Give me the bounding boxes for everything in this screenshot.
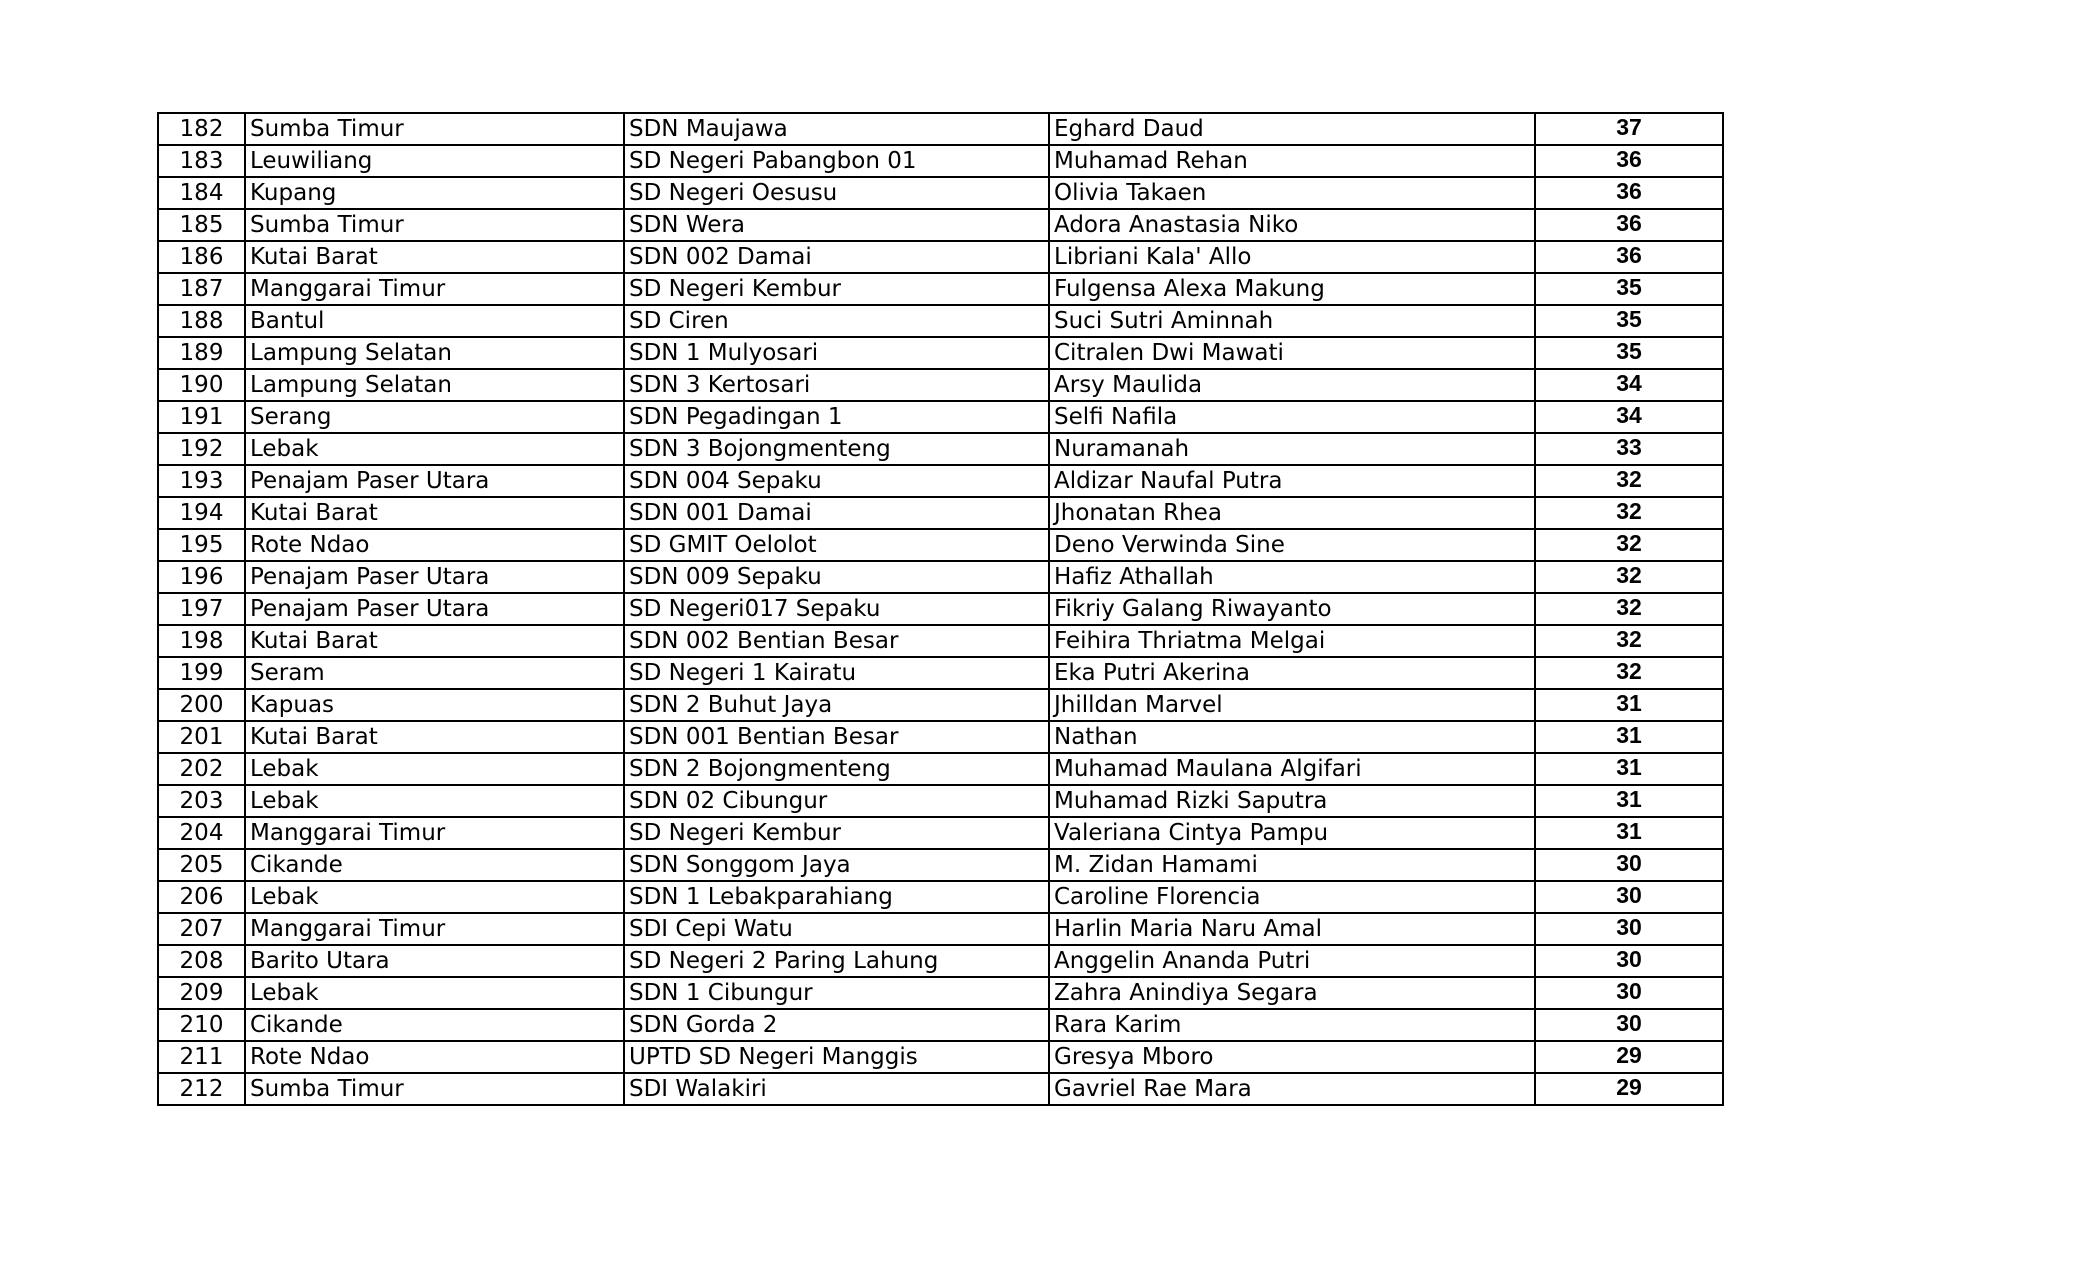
table-row bbox=[158, 657, 1723, 689]
table-row bbox=[158, 913, 1723, 945]
student-name-cell: Selfi Nafila bbox=[1049, 401, 1535, 433]
region-cell: Lampung Selatan bbox=[245, 337, 624, 369]
region-cell: Sumba Timur bbox=[245, 1073, 624, 1105]
school-cell: SD Negeri 1 Kairatu bbox=[624, 657, 1049, 689]
student-name-cell: M. Zidan Hamami bbox=[1049, 849, 1535, 881]
region-cell: Bantul bbox=[245, 305, 624, 337]
region-cell: Manggarai Timur bbox=[245, 273, 624, 305]
school-cell: SD Negeri Kembur bbox=[624, 273, 1049, 305]
region-cell: Kupang bbox=[245, 177, 624, 209]
region-cell: Kutai Barat bbox=[245, 625, 624, 657]
row-number-cell: 184 bbox=[158, 177, 245, 209]
row-number-cell: 211 bbox=[158, 1041, 245, 1073]
score-cell: 31 bbox=[1535, 817, 1723, 849]
region-cell: Kutai Barat bbox=[245, 721, 624, 753]
region-cell: Lebak bbox=[245, 785, 624, 817]
results-table bbox=[157, 112, 1724, 1106]
school-cell: SDN 1 Mulyosari bbox=[624, 337, 1049, 369]
student-name-cell: Muhamad Rizki Saputra bbox=[1049, 785, 1535, 817]
student-name-cell: Olivia Takaen bbox=[1049, 177, 1535, 209]
student-name-cell: Anggelin Ananda Putri bbox=[1049, 945, 1535, 977]
row-number-cell: 192 bbox=[158, 433, 245, 465]
score-cell: 30 bbox=[1535, 1009, 1723, 1041]
row-number-cell: 198 bbox=[158, 625, 245, 657]
table-row bbox=[158, 241, 1723, 273]
row-number-cell: 189 bbox=[158, 337, 245, 369]
score-cell: 36 bbox=[1535, 177, 1723, 209]
table-row bbox=[158, 369, 1723, 401]
region-cell: Cikande bbox=[245, 849, 624, 881]
school-cell: SD GMIT Oelolot bbox=[624, 529, 1049, 561]
region-cell: Lampung Selatan bbox=[245, 369, 624, 401]
row-number-cell: 201 bbox=[158, 721, 245, 753]
student-name-cell: Fikriy Galang Riwayanto bbox=[1049, 593, 1535, 625]
region-cell: Barito Utara bbox=[245, 945, 624, 977]
school-cell: SDN 3 Bojongmenteng bbox=[624, 433, 1049, 465]
school-cell: SDN 002 Damai bbox=[624, 241, 1049, 273]
region-cell: Manggarai Timur bbox=[245, 817, 624, 849]
school-cell: SDN 009 Sepaku bbox=[624, 561, 1049, 593]
school-cell: SDI Walakiri bbox=[624, 1073, 1049, 1105]
region-cell: Lebak bbox=[245, 881, 624, 913]
table-row bbox=[158, 209, 1723, 241]
region-cell: Rote Ndao bbox=[245, 529, 624, 561]
student-name-cell: Gavriel Rae Mara bbox=[1049, 1073, 1535, 1105]
region-cell: Penajam Paser Utara bbox=[245, 561, 624, 593]
table-row bbox=[158, 945, 1723, 977]
row-number-cell: 197 bbox=[158, 593, 245, 625]
score-cell: 32 bbox=[1535, 625, 1723, 657]
school-cell: SDN Pegadingan 1 bbox=[624, 401, 1049, 433]
region-cell: Lebak bbox=[245, 977, 624, 1009]
region-cell: Kutai Barat bbox=[245, 497, 624, 529]
student-name-cell: Jhilldan Marvel bbox=[1049, 689, 1535, 721]
school-cell: SDN 002 Bentian Besar bbox=[624, 625, 1049, 657]
region-cell: Lebak bbox=[245, 433, 624, 465]
table-row bbox=[158, 337, 1723, 369]
score-cell: 30 bbox=[1535, 913, 1723, 945]
school-cell: SDN 02 Cibungur bbox=[624, 785, 1049, 817]
row-number-cell: 210 bbox=[158, 1009, 245, 1041]
table-body bbox=[158, 113, 1723, 1105]
region-cell: Cikande bbox=[245, 1009, 624, 1041]
row-number-cell: 183 bbox=[158, 145, 245, 177]
table-row bbox=[158, 593, 1723, 625]
score-cell: 30 bbox=[1535, 977, 1723, 1009]
student-name-cell: Rara Karim bbox=[1049, 1009, 1535, 1041]
school-cell: SDN Wera bbox=[624, 209, 1049, 241]
row-number-cell: 202 bbox=[158, 753, 245, 785]
table-row bbox=[158, 497, 1723, 529]
row-number-cell: 204 bbox=[158, 817, 245, 849]
region-cell: Penajam Paser Utara bbox=[245, 465, 624, 497]
school-cell: SDN 004 Sepaku bbox=[624, 465, 1049, 497]
score-cell: 29 bbox=[1535, 1041, 1723, 1073]
score-cell: 30 bbox=[1535, 945, 1723, 977]
school-cell: SDI Cepi Watu bbox=[624, 913, 1049, 945]
score-cell: 36 bbox=[1535, 209, 1723, 241]
score-cell: 32 bbox=[1535, 561, 1723, 593]
score-cell: 36 bbox=[1535, 241, 1723, 273]
row-number-cell: 193 bbox=[158, 465, 245, 497]
student-name-cell: Valeriana Cintya Pampu bbox=[1049, 817, 1535, 849]
student-name-cell: Suci Sutri Aminnah bbox=[1049, 305, 1535, 337]
student-name-cell: Arsy Maulida bbox=[1049, 369, 1535, 401]
row-number-cell: 209 bbox=[158, 977, 245, 1009]
table-row bbox=[158, 721, 1723, 753]
student-name-cell: Eghard Daud bbox=[1049, 113, 1535, 145]
school-cell: SDN 3 Kertosari bbox=[624, 369, 1049, 401]
region-cell: Lebak bbox=[245, 753, 624, 785]
school-cell: SDN Gorda 2 bbox=[624, 1009, 1049, 1041]
row-number-cell: 207 bbox=[158, 913, 245, 945]
table-row bbox=[158, 689, 1723, 721]
student-name-cell: Zahra Anindiya Segara bbox=[1049, 977, 1535, 1009]
score-cell: 35 bbox=[1535, 273, 1723, 305]
score-cell: 34 bbox=[1535, 401, 1723, 433]
school-cell: SD Negeri Pabangbon 01 bbox=[624, 145, 1049, 177]
region-cell: Kutai Barat bbox=[245, 241, 624, 273]
score-cell: 32 bbox=[1535, 657, 1723, 689]
score-cell: 32 bbox=[1535, 465, 1723, 497]
row-number-cell: 191 bbox=[158, 401, 245, 433]
school-cell: SDN 1 Lebakparahiang bbox=[624, 881, 1049, 913]
table-row bbox=[158, 1073, 1723, 1105]
score-cell: 32 bbox=[1535, 497, 1723, 529]
school-cell: SDN 1 Cibungur bbox=[624, 977, 1049, 1009]
school-cell: SDN 2 Bojongmenteng bbox=[624, 753, 1049, 785]
school-cell: SD Negeri Oesusu bbox=[624, 177, 1049, 209]
score-cell: 32 bbox=[1535, 593, 1723, 625]
row-number-cell: 206 bbox=[158, 881, 245, 913]
score-cell: 31 bbox=[1535, 721, 1723, 753]
student-name-cell: Adora Anastasia Niko bbox=[1049, 209, 1535, 241]
student-name-cell: Eka Putri Akerina bbox=[1049, 657, 1535, 689]
score-cell: 30 bbox=[1535, 881, 1723, 913]
row-number-cell: 194 bbox=[158, 497, 245, 529]
table-row bbox=[158, 785, 1723, 817]
score-cell: 34 bbox=[1535, 369, 1723, 401]
row-number-cell: 186 bbox=[158, 241, 245, 273]
school-cell: SDN Songgom Jaya bbox=[624, 849, 1049, 881]
table-row bbox=[158, 753, 1723, 785]
row-number-cell: 187 bbox=[158, 273, 245, 305]
table-row bbox=[158, 817, 1723, 849]
student-name-cell: Gresya Mboro bbox=[1049, 1041, 1535, 1073]
school-cell: SD Negeri017 Sepaku bbox=[624, 593, 1049, 625]
school-cell: SDN 2 Buhut Jaya bbox=[624, 689, 1049, 721]
student-name-cell: Harlin Maria Naru Amal bbox=[1049, 913, 1535, 945]
table-row bbox=[158, 401, 1723, 433]
school-cell: SDN 001 Damai bbox=[624, 497, 1049, 529]
score-cell: 32 bbox=[1535, 529, 1723, 561]
student-name-cell: Libriani Kala' Allo bbox=[1049, 241, 1535, 273]
student-name-cell: Muhamad Maulana Algifari bbox=[1049, 753, 1535, 785]
row-number-cell: 182 bbox=[158, 113, 245, 145]
student-name-cell: Feihira Thriatma Melgai bbox=[1049, 625, 1535, 657]
student-name-cell: Deno Verwinda Sine bbox=[1049, 529, 1535, 561]
row-number-cell: 203 bbox=[158, 785, 245, 817]
table-row bbox=[158, 849, 1723, 881]
row-number-cell: 185 bbox=[158, 209, 245, 241]
score-cell: 30 bbox=[1535, 849, 1723, 881]
table-row bbox=[158, 145, 1723, 177]
table-row bbox=[158, 561, 1723, 593]
student-name-cell: Caroline Florencia bbox=[1049, 881, 1535, 913]
table-row bbox=[158, 465, 1723, 497]
school-cell: SD Negeri Kembur bbox=[624, 817, 1049, 849]
table-row bbox=[158, 273, 1723, 305]
row-number-cell: 195 bbox=[158, 529, 245, 561]
score-cell: 35 bbox=[1535, 337, 1723, 369]
student-name-cell: Jhonatan Rhea bbox=[1049, 497, 1535, 529]
student-name-cell: Citralen Dwi Mawati bbox=[1049, 337, 1535, 369]
region-cell: Leuwiliang bbox=[245, 145, 624, 177]
region-cell: Manggarai Timur bbox=[245, 913, 624, 945]
score-cell: 31 bbox=[1535, 689, 1723, 721]
student-name-cell: Muhamad Rehan bbox=[1049, 145, 1535, 177]
region-cell: Kapuas bbox=[245, 689, 624, 721]
table-row bbox=[158, 305, 1723, 337]
region-cell: Sumba Timur bbox=[245, 209, 624, 241]
region-cell: Serang bbox=[245, 401, 624, 433]
student-name-cell: Aldizar Naufal Putra bbox=[1049, 465, 1535, 497]
table-row bbox=[158, 1041, 1723, 1073]
student-name-cell: Hafiz Athallah bbox=[1049, 561, 1535, 593]
student-name-cell: Nuramanah bbox=[1049, 433, 1535, 465]
score-cell: 36 bbox=[1535, 145, 1723, 177]
region-cell: Sumba Timur bbox=[245, 113, 624, 145]
table-row bbox=[158, 625, 1723, 657]
row-number-cell: 190 bbox=[158, 369, 245, 401]
score-cell: 37 bbox=[1535, 113, 1723, 145]
table-row bbox=[158, 529, 1723, 561]
table-row bbox=[158, 177, 1723, 209]
score-cell: 35 bbox=[1535, 305, 1723, 337]
school-cell: SDN 001 Bentian Besar bbox=[624, 721, 1049, 753]
score-cell: 31 bbox=[1535, 753, 1723, 785]
row-number-cell: 200 bbox=[158, 689, 245, 721]
row-number-cell: 188 bbox=[158, 305, 245, 337]
row-number-cell: 196 bbox=[158, 561, 245, 593]
school-cell: SD Ciren bbox=[624, 305, 1049, 337]
student-name-cell: Nathan bbox=[1049, 721, 1535, 753]
score-cell: 33 bbox=[1535, 433, 1723, 465]
table-row bbox=[158, 977, 1723, 1009]
row-number-cell: 208 bbox=[158, 945, 245, 977]
region-cell: Seram bbox=[245, 657, 624, 689]
table-row bbox=[158, 1009, 1723, 1041]
score-cell: 31 bbox=[1535, 785, 1723, 817]
table-row bbox=[158, 113, 1723, 145]
region-cell: Rote Ndao bbox=[245, 1041, 624, 1073]
region-cell: Penajam Paser Utara bbox=[245, 593, 624, 625]
score-cell: 29 bbox=[1535, 1073, 1723, 1105]
school-cell: SDN Maujawa bbox=[624, 113, 1049, 145]
school-cell: UPTD SD Negeri Manggis bbox=[624, 1041, 1049, 1073]
table-row bbox=[158, 433, 1723, 465]
row-number-cell: 205 bbox=[158, 849, 245, 881]
row-number-cell: 199 bbox=[158, 657, 245, 689]
school-cell: SD Negeri 2 Paring Lahung bbox=[624, 945, 1049, 977]
table-row bbox=[158, 881, 1723, 913]
row-number-cell: 212 bbox=[158, 1073, 245, 1105]
student-name-cell: Fulgensa Alexa Makung bbox=[1049, 273, 1535, 305]
